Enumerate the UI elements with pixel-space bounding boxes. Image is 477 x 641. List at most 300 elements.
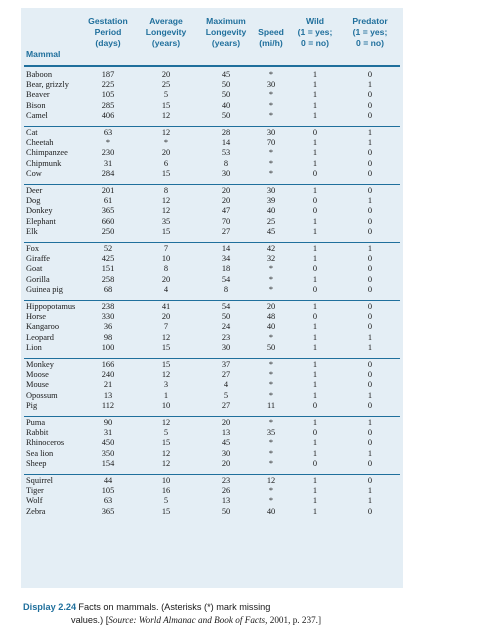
max-longevity-cell: 27 <box>221 226 231 236</box>
wild-cell: 0 <box>312 128 318 137</box>
header-gestation-period: Gestation Period (days) <box>88 16 128 48</box>
gestation-cell: 166 <box>101 360 115 369</box>
speed-cell: 35 <box>266 428 276 438</box>
max-longevity-cell: 37 <box>221 360 231 369</box>
max-longevity-cell: 54 <box>221 302 231 311</box>
header-speed: Speed (mi/h) <box>258 27 284 48</box>
header-average-longevity: Average Longevity (years) <box>145 16 187 48</box>
max-longevity-cell: 23 <box>221 476 231 485</box>
gestation-cell: 225 <box>101 80 115 90</box>
table-row <box>21 148 403 158</box>
predator-cell: 1 <box>367 244 373 253</box>
speed-cell: 11 <box>266 400 276 410</box>
avg-longevity-cell: 25 <box>161 80 171 90</box>
max-longevity-cell: 40 <box>221 100 231 110</box>
table-row <box>21 169 403 179</box>
group-divider <box>24 474 400 475</box>
speed-cell: * <box>268 90 274 100</box>
mammal-name-cell: Squirrel <box>26 476 53 485</box>
table-row <box>21 285 403 295</box>
mammal-name-cell: Rhinoceros <box>26 438 65 448</box>
gestation-cell: 154 <box>101 458 115 468</box>
avg-longevity-cell: 15 <box>161 168 171 178</box>
avg-longevity-cell: 20 <box>161 70 171 79</box>
table-row <box>21 196 403 206</box>
max-longevity-cell: 13 <box>221 496 231 506</box>
speed-cell: 39 <box>266 196 276 206</box>
max-longevity-cell: 18 <box>221 264 231 274</box>
predator-cell: 0 <box>367 168 373 178</box>
wild-cell: 1 <box>312 158 318 168</box>
gestation-cell: 258 <box>101 274 115 284</box>
avg-longevity-cell: 15 <box>161 226 171 236</box>
avg-longevity-cell: * <box>163 138 169 148</box>
caption-source-suffix: , 2001, p. 237.] <box>265 614 322 625</box>
gestation-cell: 100 <box>101 342 115 352</box>
max-longevity-cell: 45 <box>221 438 231 448</box>
predator-cell: 0 <box>367 226 373 236</box>
predator-cell: 1 <box>367 128 373 137</box>
max-longevity-cell: 30 <box>221 448 231 458</box>
table-row <box>21 128 403 138</box>
mammal-name-cell: Horse <box>26 312 47 322</box>
max-longevity-cell: 5 <box>223 390 229 400</box>
wild-cell: 1 <box>312 486 318 496</box>
wild-cell: 1 <box>312 302 318 311</box>
table-row <box>21 380 403 390</box>
table-row <box>21 370 403 380</box>
table-row <box>21 449 403 459</box>
table-row <box>21 80 403 90</box>
speed-cell: * <box>268 100 274 110</box>
max-longevity-cell: 24 <box>221 322 231 332</box>
mammal-name-cell: Camel <box>26 110 48 120</box>
gestation-cell: 21 <box>103 380 113 390</box>
mammal-name-cell: Deer <box>26 186 43 195</box>
predator-cell: 0 <box>367 360 373 369</box>
avg-longevity-cell: 20 <box>161 312 171 322</box>
predator-cell: 0 <box>367 254 373 264</box>
speed-cell: * <box>268 284 274 294</box>
group-divider <box>24 416 400 417</box>
predator-cell: 0 <box>367 110 373 120</box>
table-row <box>21 275 403 285</box>
mammal-name-cell: Mouse <box>26 380 49 390</box>
predator-cell: 0 <box>367 370 373 380</box>
mammal-name-cell: Pig <box>26 400 38 410</box>
max-longevity-cell: 20 <box>221 458 231 468</box>
wild-cell: 1 <box>312 226 318 236</box>
table-row <box>21 507 403 517</box>
wild-cell: 1 <box>312 418 318 427</box>
mammal-name-cell: Goat <box>26 264 43 274</box>
speed-cell: * <box>268 148 274 158</box>
predator-cell: 1 <box>367 196 373 206</box>
table-row <box>21 264 403 274</box>
predator-cell: 0 <box>367 506 373 516</box>
speed-cell: 48 <box>266 312 276 322</box>
predator-cell: 0 <box>367 186 373 195</box>
mammal-name-cell: Bison <box>26 100 46 110</box>
table-row <box>21 476 403 486</box>
max-longevity-cell: 70 <box>221 216 231 226</box>
wild-cell: 1 <box>312 110 318 120</box>
mammal-name-cell: Cow <box>26 168 42 178</box>
mammal-name-cell: Baboon <box>26 70 53 79</box>
table-row <box>21 418 403 428</box>
wild-cell: 1 <box>312 216 318 226</box>
mammal-name-cell: Opossum <box>26 390 58 400</box>
mammal-name-cell: Elephant <box>26 216 56 226</box>
header-wild: Wild (1 = yes; 0 = no) <box>297 16 333 48</box>
header-rule <box>24 65 400 67</box>
max-longevity-cell: 20 <box>221 418 231 427</box>
gestation-cell: 450 <box>101 438 115 448</box>
avg-longevity-cell: 12 <box>161 128 171 137</box>
wild-cell: 1 <box>312 322 318 332</box>
group-divider <box>24 300 400 301</box>
mammal-name-cell: Lion <box>26 342 42 352</box>
max-longevity-cell: 20 <box>221 186 231 195</box>
speed-cell: 70 <box>266 138 276 148</box>
mammal-name-cell: Chipmunk <box>26 158 62 168</box>
table-row <box>21 70 403 80</box>
speed-cell: 12 <box>266 476 276 485</box>
gestation-cell: 36 <box>103 322 113 332</box>
speed-cell: 40 <box>266 206 276 216</box>
gestation-cell: 406 <box>101 110 115 120</box>
header-mammal: Mammal <box>26 49 61 59</box>
gestation-cell: 284 <box>101 168 115 178</box>
avg-longevity-cell: 15 <box>161 506 171 516</box>
table-row <box>21 217 403 227</box>
predator-cell: 1 <box>367 486 373 496</box>
gestation-cell: 105 <box>101 486 115 496</box>
max-longevity-cell: 8 <box>223 158 229 168</box>
mammal-name-cell: Wolf <box>26 496 43 506</box>
caption-text: Facts on mammals. (Asterisks (*) mark missing <box>78 602 271 612</box>
avg-longevity-cell: 5 <box>163 428 169 438</box>
predator-cell: 0 <box>367 158 373 168</box>
gestation-cell: 230 <box>101 148 115 158</box>
mammal-name-cell: Dog <box>26 196 41 206</box>
speed-cell: * <box>268 332 274 342</box>
wild-cell: 1 <box>312 332 318 342</box>
predator-cell: 0 <box>367 70 373 79</box>
speed-cell: * <box>268 496 274 506</box>
wild-cell: 0 <box>312 264 318 274</box>
speed-cell: * <box>268 370 274 380</box>
max-longevity-cell: 30 <box>221 342 231 352</box>
table-row <box>21 459 403 469</box>
wild-cell: 1 <box>312 148 318 158</box>
avg-longevity-cell: 5 <box>163 496 169 506</box>
speed-cell: * <box>268 458 274 468</box>
wild-cell: 1 <box>312 274 318 284</box>
speed-cell: * <box>268 438 274 448</box>
table-row <box>21 111 403 121</box>
avg-longevity-cell: 3 <box>163 380 169 390</box>
avg-longevity-cell: 5 <box>163 90 169 100</box>
speed-cell: 30 <box>266 186 276 195</box>
table-row <box>21 322 403 332</box>
predator-cell: 1 <box>367 390 373 400</box>
predator-cell: 0 <box>367 458 373 468</box>
mammal-name-cell: Sea lion <box>26 448 54 458</box>
mammal-name-cell: Chimpanzee <box>26 148 68 158</box>
mammal-name-cell: Elk <box>26 226 38 236</box>
table-row <box>21 206 403 216</box>
predator-cell: 0 <box>367 148 373 158</box>
max-longevity-cell: 50 <box>221 80 231 90</box>
avg-longevity-cell: 35 <box>161 216 171 226</box>
speed-cell: 42 <box>266 244 276 253</box>
avg-longevity-cell: 12 <box>161 370 171 380</box>
table-row <box>21 496 403 506</box>
max-longevity-cell: 53 <box>221 148 231 158</box>
gestation-cell: 187 <box>101 70 115 79</box>
avg-longevity-cell: 7 <box>163 244 169 253</box>
speed-cell: 30 <box>266 80 276 90</box>
predator-cell: 1 <box>367 496 373 506</box>
table-row <box>21 391 403 401</box>
table-row <box>21 138 403 148</box>
speed-cell: * <box>268 158 274 168</box>
wild-cell: 1 <box>312 70 318 79</box>
max-longevity-cell: 13 <box>221 428 231 438</box>
speed-cell: 32 <box>266 254 276 264</box>
predator-cell: 0 <box>367 90 373 100</box>
wild-cell: 1 <box>312 360 318 369</box>
mammal-name-cell: Kangaroo <box>26 322 60 332</box>
caption-line2-text: values.) [ <box>71 614 109 625</box>
gestation-cell: 90 <box>103 418 113 427</box>
wild-cell: 1 <box>312 186 318 195</box>
wild-cell: 1 <box>312 476 318 485</box>
caption-source-prefix: Source: <box>108 614 139 625</box>
predator-cell: 1 <box>367 448 373 458</box>
wild-cell: 1 <box>312 244 318 253</box>
predator-cell: 0 <box>367 206 373 216</box>
gestation-cell: 425 <box>101 254 115 264</box>
wild-cell: 1 <box>312 138 318 148</box>
max-longevity-cell: 50 <box>221 110 231 120</box>
gestation-cell: 68 <box>103 284 113 294</box>
predator-cell: 0 <box>367 428 373 438</box>
group-divider <box>24 242 400 243</box>
gestation-cell: 31 <box>103 158 113 168</box>
caption-label: Display 2.24 <box>23 602 77 612</box>
gestation-cell: 61 <box>103 196 113 206</box>
mammal-name-cell: Puma <box>26 418 46 427</box>
speed-cell: * <box>268 274 274 284</box>
gestation-cell: 44 <box>103 476 113 485</box>
mammal-name-cell: Fox <box>26 244 40 253</box>
wild-cell: 0 <box>312 400 318 410</box>
predator-cell: 0 <box>367 380 373 390</box>
avg-longevity-cell: 7 <box>163 322 169 332</box>
max-longevity-cell: 4 <box>223 380 229 390</box>
predator-cell: 0 <box>367 216 373 226</box>
table-row <box>21 312 403 322</box>
wild-cell: 1 <box>312 448 318 458</box>
avg-longevity-cell: 12 <box>161 448 171 458</box>
speed-cell: 50 <box>266 342 276 352</box>
table-row <box>21 428 403 438</box>
mammal-name-cell: Beaver <box>26 90 50 100</box>
max-longevity-cell: 27 <box>221 400 231 410</box>
mammal-name-cell: Gorilla <box>26 274 50 284</box>
avg-longevity-cell: 15 <box>161 342 171 352</box>
predator-cell: 0 <box>367 312 373 322</box>
header-predator: Predator (1 = yes; 0 = no) <box>352 16 388 48</box>
mammal-name-cell: Tiger <box>26 486 44 496</box>
gestation-cell: 52 <box>103 244 113 253</box>
gestation-cell: 63 <box>103 128 113 137</box>
mammal-name-cell: Guinea pig <box>26 284 63 294</box>
avg-longevity-cell: 10 <box>161 400 171 410</box>
mammal-name-cell: Monkey <box>26 360 54 369</box>
predator-cell: 1 <box>367 332 373 342</box>
mammal-name-cell: Sheep <box>26 458 47 468</box>
table-row <box>21 254 403 264</box>
predator-cell: 1 <box>367 80 373 90</box>
avg-longevity-cell: 20 <box>161 274 171 284</box>
mammal-name-cell: Giraffe <box>26 254 51 264</box>
max-longevity-cell: 26 <box>221 486 231 496</box>
avg-longevity-cell: 12 <box>161 458 171 468</box>
wild-cell: 1 <box>312 496 318 506</box>
caption-source-title: World Almanac and Book of Facts <box>138 614 266 625</box>
max-longevity-cell: 50 <box>221 90 231 100</box>
speed-cell: * <box>268 70 274 79</box>
table-row <box>21 227 403 237</box>
max-longevity-cell: 28 <box>221 128 231 137</box>
avg-longevity-cell: 8 <box>163 264 169 274</box>
avg-longevity-cell: 8 <box>163 186 169 195</box>
mammal-name-cell: Leopard <box>26 332 54 342</box>
table-row <box>21 333 403 343</box>
speed-cell: * <box>268 418 274 427</box>
gestation-cell: 13 <box>103 390 113 400</box>
speed-cell: * <box>268 360 274 369</box>
wild-cell: 1 <box>312 254 318 264</box>
mammal-name-cell: Hippopotamus <box>26 302 76 311</box>
predator-cell: 1 <box>367 418 373 427</box>
predator-cell: 0 <box>367 284 373 294</box>
speed-cell: 30 <box>266 128 276 137</box>
mammal-name-cell: Cheetah <box>26 138 54 148</box>
mammal-name-cell: Moose <box>26 370 49 380</box>
max-longevity-cell: 14 <box>221 138 231 148</box>
group-divider <box>24 184 400 185</box>
wild-cell: 1 <box>312 90 318 100</box>
gestation-cell: 105 <box>101 90 115 100</box>
mammal-name-cell: Cat <box>26 128 38 137</box>
mammal-facts-table <box>21 8 403 588</box>
avg-longevity-cell: 1 <box>163 390 169 400</box>
speed-cell: * <box>268 380 274 390</box>
table-row <box>21 159 403 169</box>
max-longevity-cell: 30 <box>221 168 231 178</box>
wild-cell: 1 <box>312 370 318 380</box>
avg-longevity-cell: 41 <box>161 302 171 311</box>
gestation-cell: 240 <box>101 370 115 380</box>
speed-cell: * <box>268 264 274 274</box>
gestation-cell: 365 <box>101 206 115 216</box>
gestation-cell: 350 <box>101 448 115 458</box>
wild-cell: 0 <box>312 196 318 206</box>
gestation-cell: 112 <box>101 400 115 410</box>
max-longevity-cell: 50 <box>221 506 231 516</box>
avg-longevity-cell: 6 <box>163 158 169 168</box>
avg-longevity-cell: 15 <box>161 438 171 448</box>
wild-cell: 0 <box>312 458 318 468</box>
caption-line-1 <box>23 601 463 614</box>
mammal-name-cell: Bear, grizzly <box>26 80 69 90</box>
table-row <box>21 360 403 370</box>
predator-cell: 1 <box>367 342 373 352</box>
speed-cell: 45 <box>266 226 276 236</box>
gestation-cell: 250 <box>101 226 115 236</box>
predator-cell: 0 <box>367 264 373 274</box>
max-longevity-cell: 50 <box>221 312 231 322</box>
max-longevity-cell: 45 <box>221 70 231 79</box>
display-caption <box>23 601 463 626</box>
wild-cell: 0 <box>312 312 318 322</box>
max-longevity-cell: 27 <box>221 370 231 380</box>
table-row <box>21 343 403 353</box>
table-row <box>21 401 403 411</box>
max-longevity-cell: 14 <box>221 244 231 253</box>
gestation-cell: 201 <box>101 186 115 195</box>
avg-longevity-cell: 12 <box>161 206 171 216</box>
group-divider <box>24 358 400 359</box>
predator-cell: 0 <box>367 438 373 448</box>
speed-cell: 25 <box>266 216 276 226</box>
predator-cell: 0 <box>367 476 373 485</box>
wild-cell: 0 <box>312 206 318 216</box>
max-longevity-cell: 23 <box>221 332 231 342</box>
table-row <box>21 486 403 496</box>
table-row <box>21 90 403 100</box>
mammal-name-cell: Zebra <box>26 506 46 516</box>
avg-longevity-cell: 16 <box>161 486 171 496</box>
predator-cell: 0 <box>367 302 373 311</box>
avg-longevity-cell: 4 <box>163 284 169 294</box>
max-longevity-cell: 20 <box>221 196 231 206</box>
predator-cell: 0 <box>367 400 373 410</box>
speed-cell: * <box>268 390 274 400</box>
wild-cell: 1 <box>312 506 318 516</box>
wild-cell: 1 <box>312 380 318 390</box>
max-longevity-cell: 34 <box>221 254 231 264</box>
table-row <box>21 438 403 448</box>
speed-cell: * <box>268 486 274 496</box>
max-longevity-cell: 54 <box>221 274 231 284</box>
speed-cell: * <box>268 110 274 120</box>
avg-longevity-cell: 12 <box>161 418 171 427</box>
predator-cell: 0 <box>367 274 373 284</box>
gestation-cell: 330 <box>101 312 115 322</box>
wild-cell: 1 <box>312 438 318 448</box>
gestation-cell: 365 <box>101 506 115 516</box>
speed-cell: 20 <box>266 302 276 311</box>
max-longevity-cell: 8 <box>223 284 229 294</box>
gestation-cell: * <box>105 138 111 148</box>
table-row <box>21 302 403 312</box>
gestation-cell: 31 <box>103 428 113 438</box>
